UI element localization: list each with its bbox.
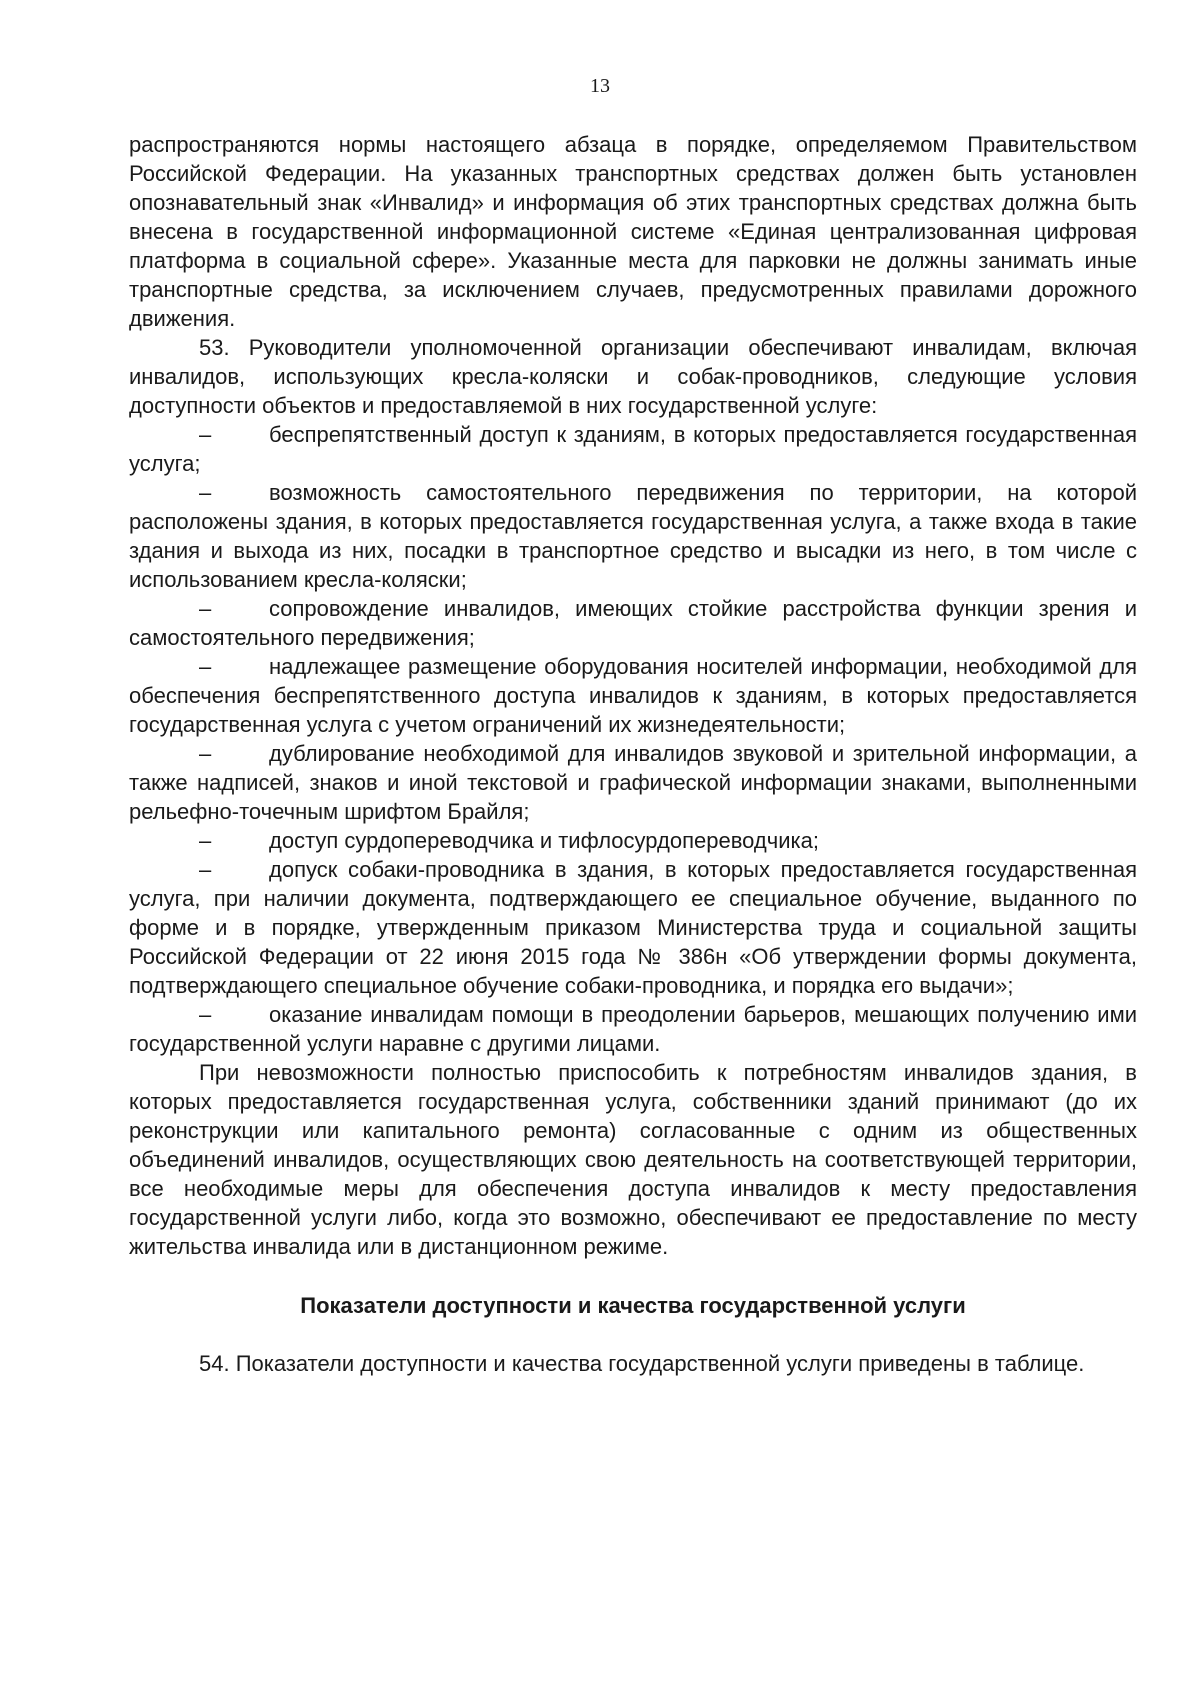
list-item xyxy=(129,855,1137,1000)
section-heading: Показатели доступности и качества государственной услуги xyxy=(300,1293,966,1318)
list-item xyxy=(129,652,1137,739)
dash-marker: – xyxy=(199,1002,212,1027)
list-item-text: сопровождение инвалидов, имеющих стойкие расстройства функции зрения и самостоятельного передвижения; xyxy=(129,596,1137,650)
list-item-text: оказание инвалидам помощи в преодолении барьеров, мешающих получению ими государственной услуги наравне с другими лицами. xyxy=(129,1002,1137,1056)
paragraph-54: 54. Показатели доступности и качества государственной услуги приведены в таблице. xyxy=(199,1351,1085,1376)
list-item-text: беспрепятственный доступ к зданиям, в которых предоставляется государственная услуга; xyxy=(129,422,1137,476)
dash-marker: – xyxy=(199,480,212,505)
page-number: 13 xyxy=(590,75,610,97)
list-item xyxy=(129,420,1137,478)
document-body xyxy=(129,130,1137,1378)
paragraph-continued: распространяются нормы настоящего абзаца в порядке, определяемом Правительством Российской Федерации. На указанных транспортных средствах должен быть установлен опознавательный знак «Инвалид» и информация об этих транспортных средствах должна быть внесена в государственной информационной системе «Единая централизованная цифровая платформа в социальной сфере». Указанные места для парковки не должны занимать иные транспортные средства, за исключением случаев, предусмотренных правилами дорожного движения. xyxy=(129,132,1137,331)
dash-marker: – xyxy=(199,857,212,882)
list-item xyxy=(129,826,1137,855)
dash-marker: – xyxy=(199,741,212,766)
list-item-text: возможность самостоятельного передвижения по территории, на которой расположены здания, в которых предоставляется государственная услуга, а также входа в такие здания и выхода из них, посадки в транспортное средство и высадки из него, в том числе с использованием кресла-коляски; xyxy=(129,480,1137,592)
dash-marker: – xyxy=(199,654,212,679)
list-item xyxy=(129,1000,1137,1058)
list-item-text: доступ сурдопереводчика и тифлосурдопереводчика; xyxy=(269,828,819,853)
list-item xyxy=(129,739,1137,826)
paragraph-53: 53. Руководители уполномоченной организации обеспечивают инвалидам, включая инвалидов, использующих кресла-коляски и собак-проводников, следующие условия доступности объектов и предоставляемой в них государственной услуге: xyxy=(129,335,1137,418)
list-item-text: допуск собаки-проводника в здания, в которых предоставляется государственная услуга, при наличии документа, подтверждающего ее специальное обучение, выданного по форме и в порядке, утвержденным приказом Министерства труда и социальной защиты Российской Федерации от 22 июня 2015 года № 386н «Об утверждении формы документа, подтверждающего специальное обучение собаки-проводника, и порядка его выдачи»; xyxy=(129,857,1137,998)
dash-marker: – xyxy=(199,422,212,447)
list-item xyxy=(129,478,1137,594)
dash-marker: – xyxy=(199,596,212,621)
list-item-text: дублирование необходимой для инвалидов звуковой и зрительной информации, а также надписей, знаков и иной текстовой и графической информации знаками, выполненными рельефно-точечным шрифтом Брайля; xyxy=(129,741,1137,824)
dash-marker: – xyxy=(199,828,212,853)
list-item-text: надлежащее размещение оборудования носителей информации, необходимой для обеспечения беспрепятственного доступа инвалидов к зданиям, в которых предоставляется государственная услуга с учетом ограничений их жизнедеятельности; xyxy=(129,654,1137,737)
paragraph-accessibility-measures: При невозможности полностью приспособить к потребностям инвалидов здания, в которых предоставляется государственная услуга, собственники зданий принимают (до их реконструкции или капитального ремонта) согласованные с одним из общественных объединений инвалидов, осуществляющих свою деятельность на соответствующей территории, все необходимые меры для обеспечения доступа инвалидов к месту предоставления государственной услуги либо, когда это возможно, обеспечивают ее предоставление по месту жительства инвалида или в дистанционном режиме. xyxy=(129,1060,1137,1259)
list-item xyxy=(129,594,1137,652)
